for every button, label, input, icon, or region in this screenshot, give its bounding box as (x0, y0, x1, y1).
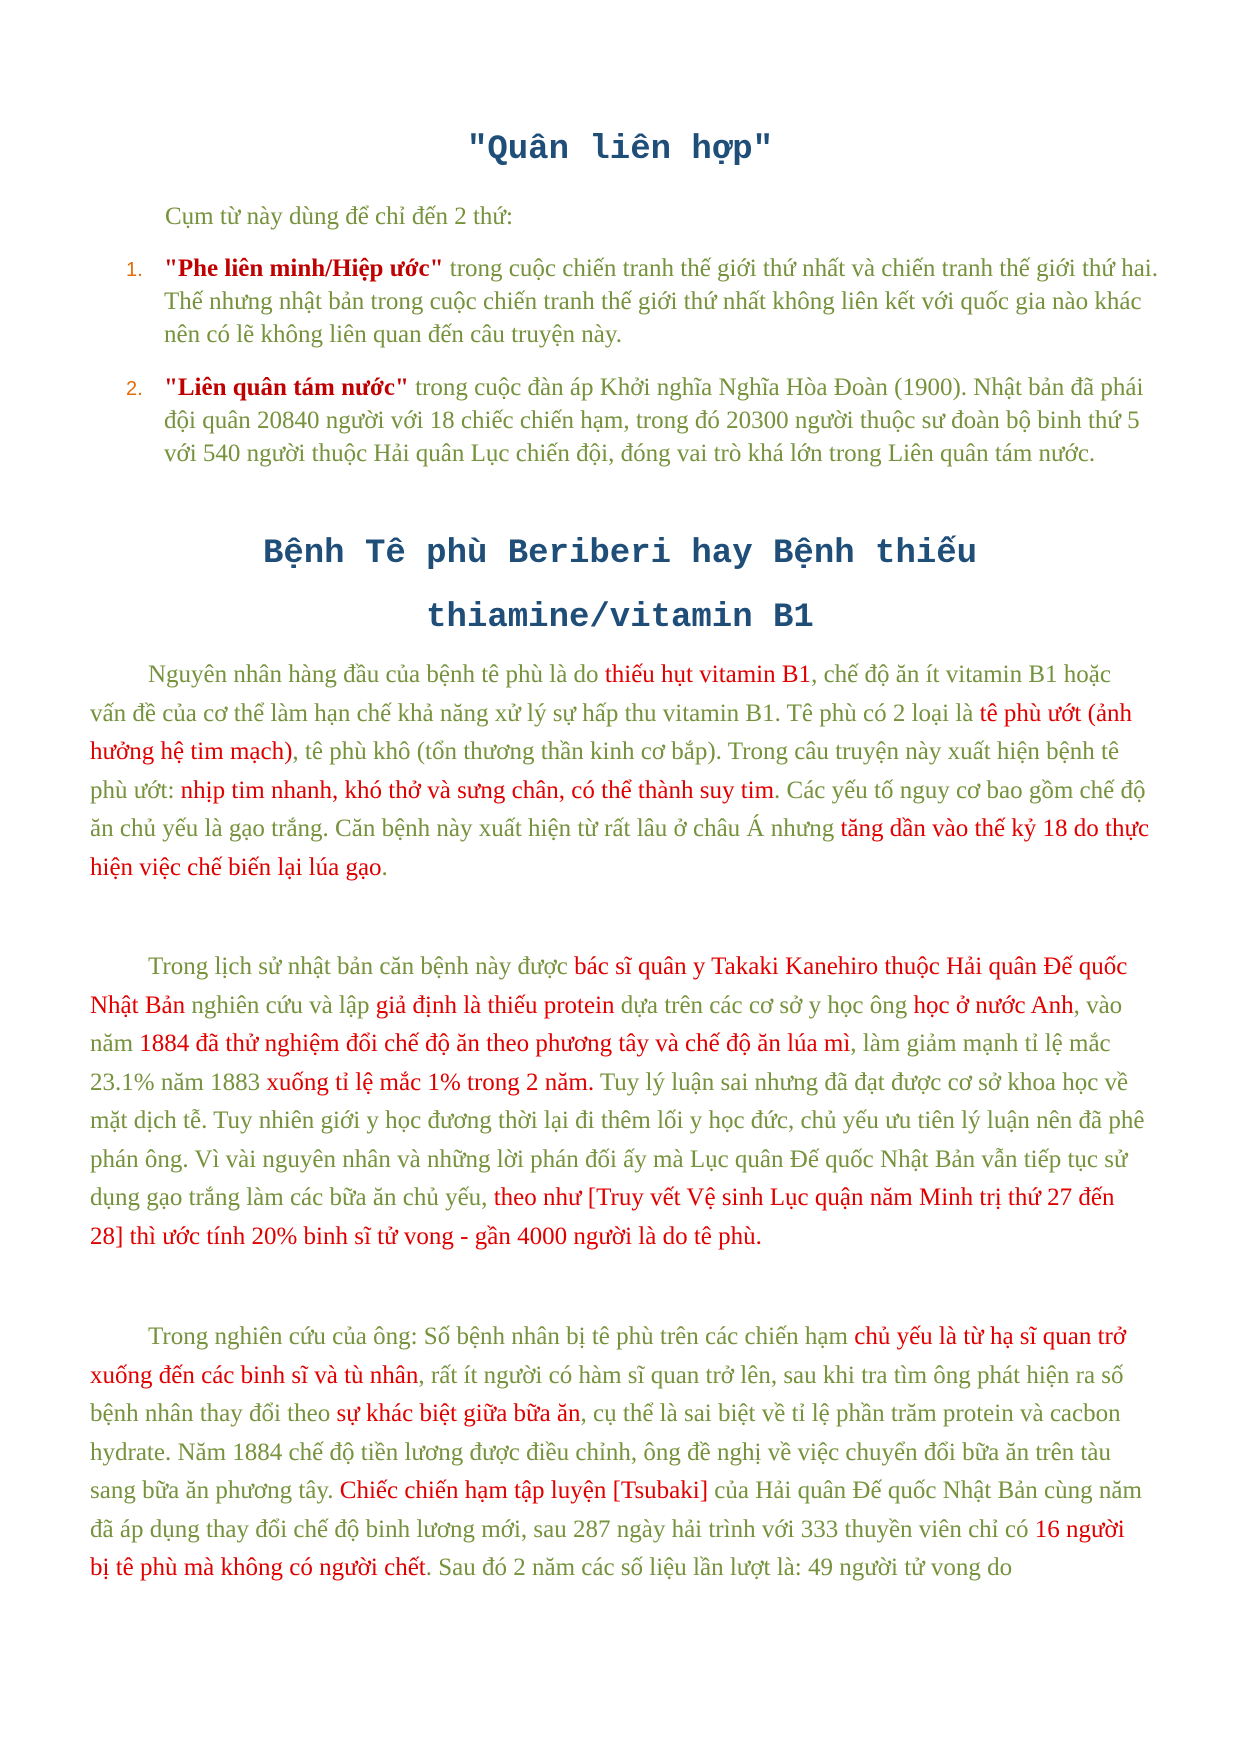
highlighted-text: giả định là thiếu protein (375, 991, 615, 1019)
title-line-2: thiamine/vitamin B1 (426, 599, 814, 637)
highlighted-text: bác sĩ quân y Takaki Kanehiro thuộc Hải quân Đế quốc Nhật Bản (90, 953, 1128, 1019)
body-text-run: , rất ít người có hàm sĩ quan trở lên, sau khi tra tìm ông phát hiện ra số bệnh nhân thay đổi theo (90, 1361, 1124, 1427)
body-text-run: , cụ thể là sai biệt về tỉ lệ phần trăm protein và cacbon hydrate. Năm 1884 chế độ tiền lương được điều chỉnh, ông đề nghị về việc chuyển đổi bữa ăn trên tàu sang bữa ăn phương tây. (90, 1400, 1121, 1504)
list-text: trong cuộc đàn áp Khởi nghĩa Nghĩa Hòa Đoàn (1900). Nhật bản đã phái đội quân 20840 người với 18 chiếc chiến hạm, trong đó 20300 người thuộc sư đoàn bộ binh thứ 5 với 540 người thuộc Hải quân Lục chiến đội, đóng vai trò khá lớn trong Liên quân tám nước. (164, 374, 1144, 467)
highlighted-text: tê phù ướt (ảnh hưởng hệ tim mạch) (90, 699, 1133, 765)
paragraph-research (90, 1318, 1150, 1588)
highlighted-text: xuống tỉ lệ mắc 1% trong 2 năm. (266, 1068, 595, 1096)
body-text-run: , vào năm (90, 991, 1123, 1057)
body-text-run: , chế độ ăn ít vitamin B1 hoặc vấn đề của cơ thể làm hạn chế khả năng xử lý sự hấp thu vitamin B1. Tê phù có 2 loại là (90, 661, 1111, 727)
body-text-run: . Các yếu tố nguy cơ bao gồm chế độ ăn chủ yếu là gạo trắng. Căn bệnh này xuất hiện từ rất lâu ở châu Á nhưng (90, 776, 1146, 842)
body-text-run: . Sau đó 2 năm các số liệu lần lượt là: 49 người tử vong do (425, 1554, 1013, 1581)
list-item (120, 371, 1160, 470)
highlighted-text: chủ yếu là từ hạ sĩ quan trở xuống đến các binh sĩ và tù nhân (90, 1323, 1127, 1389)
list-number: 2. (126, 378, 143, 400)
body-text-run: Trong lịch sử nhật bản căn bệnh này được (148, 953, 575, 980)
paragraph-history (90, 948, 1150, 1256)
body-text-run: , làm giảm mạnh tỉ lệ mắc 23.1% năm 1883 (90, 1030, 1111, 1096)
paragraph-causes (90, 656, 1150, 887)
body-text-run: Tuy lý luận sai nhưng đã đạt được cơ sở khoa học về mặt dịch tễ. Tuy nhiên giới y học đương thời lại đi thêm lối y học đức, chủ yếu ưu tiên lý luận nên đã phê phán ông. Vì vài nguyên nhân và những lời phán đối ấy mà Lục quân Đế quốc Nhật Bản vẫn tiếp tục sử dụng gạo trắng làm các bữa ăn chủ yếu, (90, 1068, 1145, 1211)
title-line-1: Bệnh Tê phù Beriberi hay Bệnh thiếu (262, 535, 978, 573)
section-title-allied-forces: "Quân liên hợp" (466, 131, 774, 169)
highlighted-text: nhịp tim nhanh, khó thở và sưng chân, có thể thành suy tim (180, 776, 775, 804)
highlighted-text: 1884 đã thử nghiệm đổi chế độ ăn theo phương tây và chế độ ăn lúa mì (139, 1030, 851, 1057)
body-text-run: Trong nghiên cứu của ông: Số bệnh nhân bị tê phù trên các chiến hạm (148, 1323, 855, 1350)
highlighted-text: tăng dần vào thế kỷ 18 do thực hiện việc chế biến lại lúa gạo (90, 815, 1150, 881)
body-text-run: , tê phù khô (tổn thương thần kinh cơ bắp). Trong câu truyện này xuất hiện bệnh tê phù ướt: (90, 738, 1120, 804)
body-text-run: . (381, 853, 388, 881)
highlighted-text: sự khác biệt giữa bữa ăn (336, 1400, 581, 1427)
intro-text: Cụm từ này dùng để chỉ đến 2 thứ: (165, 203, 513, 230)
highlighted-text: học ở nước Anh (913, 991, 1074, 1019)
body-text-run: dựa trên các cơ sở y học ông (614, 991, 914, 1019)
highlighted-text: Chiếc chiến hạm tập luyện [Tsubaki] (339, 1477, 709, 1504)
highlighted-text: thiếu hụt vitamin B1 (604, 661, 812, 688)
meanings-list (120, 252, 1160, 490)
list-term: "Liên quân tám nước" (164, 374, 409, 401)
highlighted-text: 16 người bị tê phù mà không có người chết (90, 1515, 1125, 1581)
section-title-beriberi (0, 522, 1240, 650)
body-text-run: Nguyên nhân hàng đầu của bệnh tê phù là do (148, 661, 605, 688)
list-term: "Phe liên minh/Hiệp ước" (164, 255, 444, 282)
highlighted-text: theo như [Truy vết Vệ sinh Lục quận năm Minh trị thứ 27 đến 28] thì ước tính 20% binh sĩ tử vong - gần 4000 người là do tê phù. (90, 1184, 1115, 1250)
list-number: 1. (126, 259, 143, 281)
body-text-run: nghiên cứu và lập (185, 991, 376, 1019)
body-text-run: của Hải quân Đế quốc Nhật Bản cùng năm đã áp dụng thay đổi chế độ binh lương mới, sau 287 ngày hải trình với 333 thuyền viên chỉ có (90, 1477, 1142, 1543)
list-text: trong cuộc chiến tranh thế giới thứ nhất và chiến tranh thế giới thứ hai. Thế nhưng nhật bản trong cuộc chiến tranh thế giới thứ nhất không liên kết với quốc gia nào khác nên có lẽ không liên quan đến câu truyện này. (164, 255, 1158, 348)
list-item (120, 252, 1160, 351)
